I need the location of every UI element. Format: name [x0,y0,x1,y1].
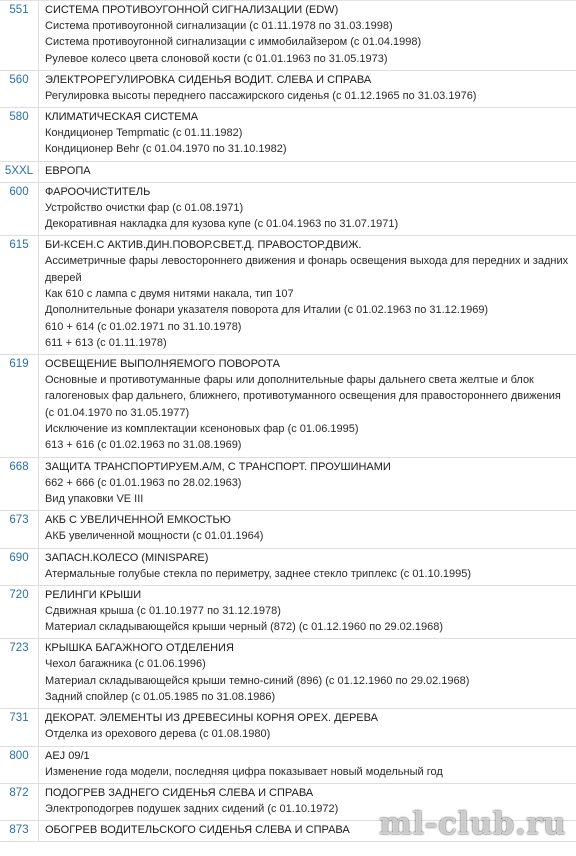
option-code: 668 [9,460,29,473]
option-code: 673 [9,514,29,527]
option-description-line: Как 610 с лампа с двумя нитями накала, тип 107 [45,287,294,300]
option-description-line: 610 + 614 (с 01.02.1971 по 31.10.1978) [45,320,242,333]
option-description-line: Вид упаковки VE III [45,492,144,505]
option-description-line: АКБ увеличенной мощности (с 01.01.1964) [45,530,264,543]
option-row [0,458,576,512]
option-row [0,586,576,640]
option-title: ЕВРОПА [45,164,91,177]
option-code: 580 [9,111,29,124]
option-description-line: Сдвижная крыша (с 01.10.1977 по 31.12.1978) [45,604,281,617]
option-details [38,549,576,585]
option-code: 615 [9,239,29,252]
option-row [0,108,576,162]
option-row [0,821,576,842]
option-title: РЕЛИНГИ КРЫШИ [45,588,142,601]
option-code: 731 [9,712,29,725]
option-details [38,1,576,70]
option-row [0,183,576,237]
option-details [38,639,576,708]
option-code: 600 [9,185,29,198]
option-title: КРЫШКА БАГАЖНОГО ОТДЕЛЕНИЯ [45,642,234,655]
option-description-line: Чехол багажника (с 01.06.1996) [45,658,206,671]
option-title: ОБОГРЕВ ВОДИТЕЛЬСКОГО СИДЕНЬЯ СЛЕВА И СПРАВА [45,824,350,837]
option-row [0,639,576,709]
option-details [38,458,576,511]
option-code: 619 [9,358,29,371]
option-details [38,511,576,547]
option-row [0,511,576,548]
option-title: ЗАПАСН.КОЛЕСО (MINISPARE) [45,551,209,564]
option-title: БИ-КСЕН.С АКТИВ.ДИН.ПОВОР.СВЕТ.Д. ПРАВОСТОР.ДВИЖ. [45,239,362,252]
option-description-line: Система противоугонной сигнализации с иммобилайзером (с 01.04.1998) [45,36,422,49]
option-description-line: Дополнительные фонари указателя поворота для Италии (с 01.02.1963 по 31.12.1969) [45,304,489,317]
option-row [0,784,576,821]
option-details [38,586,576,639]
option-code: 560 [9,73,29,86]
option-details [38,355,576,456]
option-description-line: Устройство очистки фар (с 01.08.1971) [45,201,244,214]
option-code: 690 [9,551,29,564]
option-row [0,549,576,586]
option-title: АКБ С УВЕЛИЧЕННОЙ ЕМКОСТЬЮ [45,514,231,527]
option-row [0,71,576,108]
option-description-line: Ассиметричные фары левостороннего движения и фонарь освещения выхода для передних и задних дверей [45,255,569,284]
option-details [38,183,576,236]
option-title: КЛИМАТИЧЕСКАЯ СИСТЕМА [45,111,199,124]
option-description-line: 611 + 613 (с 01.11.1978) [45,336,167,349]
option-description-line: Регулировка высоты переднего пассажирского сиденья (с 01.12.1965 по 31.03.1976) [45,89,477,102]
option-details [38,162,576,182]
option-description-line: 613 + 616 (с 01.02.1963 по 31.08.1969) [45,439,242,452]
option-title: ДЕКОРАТ. ЭЛЕМЕНТЫ ИЗ ДРЕВЕСИНЫ КОРНЯ ОРЕХ. ДЕРЕВА [45,712,378,725]
option-details [38,71,576,107]
option-description-line: Система противоугонной сигнализации (с 01.11.1978 по 31.03.1998) [45,20,393,32]
option-description-line: 662 + 666 (с 01.01.1963 по 28.02.1963) [45,476,242,489]
option-row [0,162,576,183]
option-title: AEJ 09/1 [45,749,90,762]
option-details [38,108,576,161]
option-description-line: Отделка из орехового дерева (с 01.08.1980) [45,728,271,741]
option-description-line: Материал складывающейся крыши темно-синий (896) (с 01.12.1960 по 29.02.1968) [45,674,470,687]
option-details [38,236,576,354]
option-code: 872 [9,786,29,799]
option-description-line: Изменение года модели, последняя цифра показывает новый модельный год [45,765,443,778]
option-description-line: Декоративная накладка для кузова купе (с 01.04.1963 по 31.07.1971) [45,218,399,231]
option-details [38,821,576,841]
option-details [38,709,576,745]
option-title: ФАРООЧИСТИТЕЛЬ [45,185,151,198]
option-title: ОСВЕЩЕНИЕ ВЫПОЛНЯЕМОГО ПОВОРОТА [45,358,280,371]
option-description-line: Основные и противотуманные фары или дополнительные фары дальнего света желтые и блок галогеновых фар дальнего, ближнего, противотуманного освещения для правостороннего движения (с 01.04.1970 по 31.05.1977) [45,374,561,419]
option-row [0,709,576,746]
option-row [0,236,576,355]
option-description-line: Материал складывающейся крыши черный (872) (с 01.12.1960 по 29.02.1968) [45,621,444,634]
site-watermark: ml-club.ru [379,806,566,842]
option-code: 800 [9,749,29,762]
option-details [38,747,576,783]
option-description-line: Исключение из комплектации ксеноновых фар (с 01.06.1995) [45,423,359,436]
option-description-line: Кондиционер Behr (с 01.04.1970 по 31.10.1982) [45,143,287,156]
option-description-line: Атермальные голубые стекла по периметру, заднее стекло триплекс (с 01.10.1995) [45,567,472,580]
option-row [0,747,576,784]
option-details [38,784,576,820]
option-code: 720 [9,588,29,601]
option-description-line: Рулевое колесо цвета слоновой кости (с 01.01.1963 по 31.05.1973) [45,52,388,65]
option-title: ПОДОГРЕВ ЗАДНЕГО СИДЕНЬЯ СЛЕВА И СПРАВА [45,786,314,799]
option-description-line: Кондиционер Tempmatic (с 01.11.1982) [45,127,243,140]
option-code: 873 [9,824,29,837]
option-title: ЭЛЕКТРОРЕГУЛИРОВКА СИДЕНЬЯ ВОДИТ. СЛЕВА И СПРАВА [45,73,372,86]
option-description-line: Электроподогрев подушек задних сидений (с 01.10.1972) [45,802,339,815]
option-code: 723 [9,642,29,655]
option-code: 551 [9,4,29,16]
option-row [0,1,576,71]
option-row [0,355,576,457]
option-title: ЗАЩИТА ТРАНСПОРТИРУЕМ.А/М, С ТРАНСПОРТ. ПРОУШИНАМИ [45,460,391,473]
option-title: СИСТЕМА ПРОТИВОУГОННОЙ СИГНАЛИЗАЦИИ (EDW) [45,4,339,16]
option-description-line: Задний спойлер (с 01.05.1985 по 31.08.1986) [45,691,276,704]
option-code: 5XXL [4,164,34,177]
